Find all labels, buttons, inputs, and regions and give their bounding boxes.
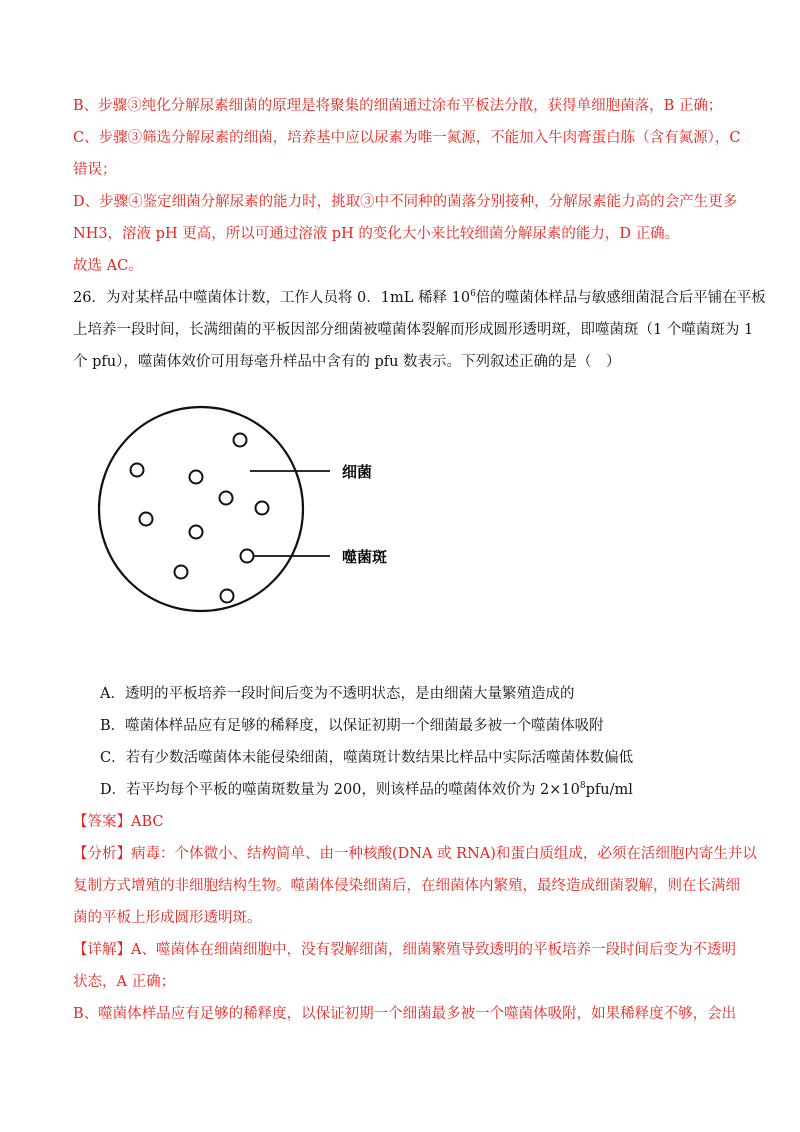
analysis-line-1: 【分析】病毒：个体微小、结构简单、由一种核酸(DNA 或 RNA)和蛋白质组成，必须在活细胞内寄生并以	[73, 846, 757, 862]
detail-line-2: 状态，A 正确；	[73, 974, 176, 990]
detail-line-1: 【详解】A、噬菌体在细菌细胞中，没有裂解细菌，细菌繁殖导致透明的平板培养一段时间后变为不透明	[73, 942, 736, 958]
explanation-line-d2: NH3，溶液 pH 更高，所以可通过溶液 pH 的变化大小来比较细菌分解尿素的能力，D 正确。	[73, 226, 680, 242]
explanation-line-d1: D、步骤④鉴定细菌分解尿素的能力时，挑取③中不同种的菌落分别接种，分解尿素能力高的会产生更多	[73, 194, 738, 210]
plaque	[140, 513, 153, 526]
plaque	[190, 471, 203, 484]
option-d-exponent: 8	[579, 781, 586, 792]
label-plaque: 噬菌斑	[342, 548, 388, 566]
plaque-labeled	[241, 550, 254, 563]
question-text-part1: 26．为对某样品中噬菌体计数，工作人员将 0．1mL 稀释 10	[73, 290, 471, 306]
detail-line-3: B、噬菌体样品应有足够的稀释度，以保证初期一个细菌最多被一个噬菌体吸附，如果稀释度不够，会出	[73, 1006, 737, 1022]
analysis-line-3: 菌的平板上形成圆形透明斑。	[73, 910, 262, 926]
plaque	[221, 590, 234, 603]
option-d-part1: D．若平均每个平板的噬菌斑数量为 200，则该样品的噬菌体效价为 2×10	[100, 782, 580, 798]
option-d	[100, 780, 633, 800]
plaque	[131, 464, 144, 477]
analysis-line-2: 复制方式增殖的非细胞结构生物。噬菌体侵染细菌后，在细菌体内繁殖，最终造成细菌裂解，则在长满细	[73, 878, 740, 894]
question-exponent: 6	[470, 289, 476, 300]
plaque	[256, 502, 269, 515]
option-b: B．噬菌体样品应有足够的稀释度，以保证初期一个细菌最多被一个噬菌体吸附	[100, 718, 604, 734]
option-d-part2: pfu/ml	[585, 782, 633, 798]
question-line-2: 上培养一段时间，长满细菌的平板因部分细菌被噬菌体裂解而形成圆形透明斑，即噬菌斑（1 个噬菌斑为 1	[73, 322, 754, 338]
option-c: C．若有少数活噬菌体未能侵染细菌，噬菌斑计数结果比样品中实际活噬菌体数偏低	[100, 750, 634, 766]
petri-dish	[99, 407, 303, 611]
answer: 【答案】ABC	[73, 814, 164, 830]
plaque	[220, 492, 233, 505]
plaque	[234, 434, 247, 447]
explanation-line-c2: 错误；	[73, 162, 117, 178]
explanation-line-b: B、步骤③纯化分解尿素细菌的原理是将聚集的细菌通过涂布平板法分散，获得单细胞菌落，B 正确；	[73, 98, 723, 114]
question-text-part2: 倍的噬菌体样品与敏感细菌混合后平铺在平板	[475, 290, 766, 306]
question-line-3: 个 pfu），噬菌体效价可用每毫升样品中含有的 pfu 数表示。下列叙述正确的是（ ）	[73, 354, 621, 370]
label-bacteria: 细菌	[342, 463, 373, 481]
plaque	[175, 566, 188, 579]
explanation-line-c1: C、步骤③筛选分解尿素的细菌，培养基中应以尿素为唯一氮源，不能加入牛肉膏蛋白胨（含有氮源），C	[73, 130, 741, 146]
explanation-conclusion: 故选 AC。	[73, 258, 143, 274]
plaque	[190, 526, 203, 539]
option-a: A．透明的平板培养一段时间后变为不透明状态，是由细菌大量繁殖造成的	[100, 686, 575, 702]
